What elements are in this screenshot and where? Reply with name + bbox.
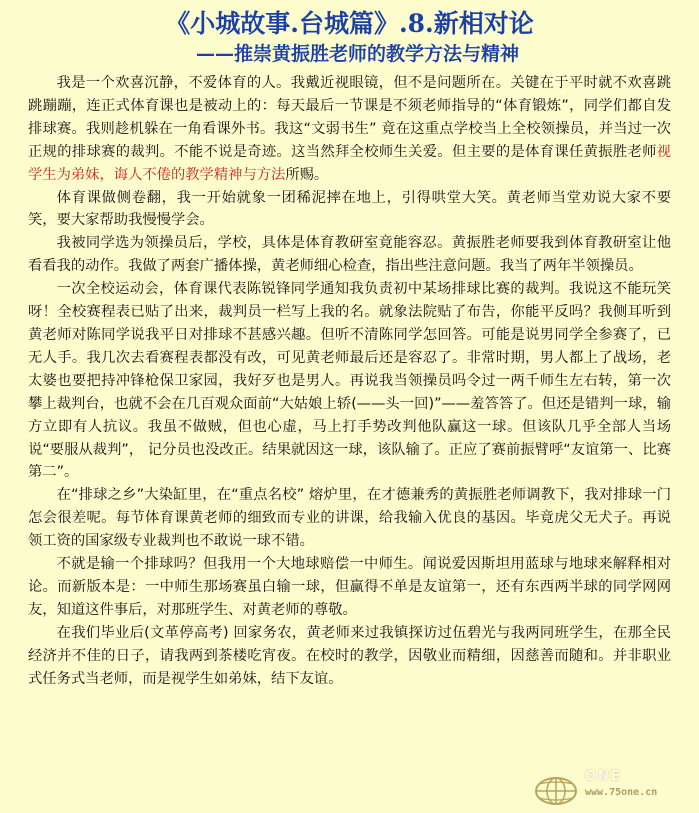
paragraph-6: 不就是输一个排球吗？但我用一个大地球赔偿一中师生。闻说爱因斯坦用蓝球与地球来解释相对论。而新版本是：一中师生那场赛虽白输一球，但赢得不单是友谊第一，还有东西两半球的同学网网友，知道这件事后，对那班学生、对黄老师的尊敬。 (28, 556, 671, 618)
paragraph-7: 在我们毕业后(文革停高考) 回家务农，黄老师来过我镇探访过伍碧光与我两同班学生，在那全民经济并不佳的日子，请我两到茶楼吃宵夜。在校时的教学，因敬业而精细，因慈善而随和。并非职业式任务式当老师，而是视学生如弟妹，结下友谊。 (28, 624, 671, 687)
site-watermark (531, 763, 691, 809)
highlighted-phrase: 视学生为弟妹，诲人不倦的教学精神与方法 (28, 143, 671, 183)
globe-icon (531, 771, 581, 807)
paragraph-1 (28, 72, 671, 187)
watermark-brand: ONE (585, 769, 622, 784)
paragraph-5: 在“排球之乡”大染缸里，在“重点名校” 熔炉里，在才德兼秀的黄振胜老师调教下，我对排球一门怎会很差呢。每节体育课黄老师的细致而专业的讲课，给我输入优良的基因。毕竟虎父无犬子。再说领工资的国家级专业裁判也不敢说一球不错。 (28, 487, 671, 550)
watermark-url: www.75one.cn (585, 787, 658, 798)
article-title: 《小城故事.台城篇》.8.新相对论 (165, 9, 534, 38)
paragraph-1-text: 我是一个欢喜沉静，不爱体育的人。我戴近视眼镜，但不是问题所在。关键在于平时就不欢喜跳跳蹦蹦，连正式体育课也是被动上的：每天最后一节课是不须老师指导的“体育锻炼”，同学们都自发排球赛。我则趁机躲在一角看课外书。我这“文弱书生” 竟在这重点学校当上全校领操员，并当过一次正规的排球赛的裁判。不能不说是奇迹。这当然拜全校师生关爱。但主要的是体育课任黄振胜老师 (28, 75, 671, 160)
paragraph-3: 我被同学选为领操员后，学校，具体是体育教研室竟能容忍。黄振胜老师要我到体育教研室让他看看我的动作。我做了两套广播体操，黄老师细心检查，指出些注意问题。我当了两年半领操员。 (28, 235, 671, 275)
article-subtitle: ——推崇黄振胜老师的教学方法与精神 (196, 43, 520, 65)
paragraph-4: 一次全校运动会，体育课代表陈锐锋同学通知我负责初中某场排球比赛的裁判。我说这不能玩笑呀！全校赛程表已贴了出来，裁判员一栏写上我的名。就象法院贴了布告，你能平反吗？我侧耳听到黄老师对陈同学说我平日对排球不甚感兴趣。但听不清陈同学怎回答。可能是说男同学全参赛了，已无人手。我几次去看赛程表都没有改，可见黄老师最后还是容忍了。非常时期，男人都上了战场，老太婆也要把持冲锋枪保卫家园，我好歹也是男人。再说我当领操员吗令过一两千师生左右转，第一次攀上裁判台，也就不会在几百观众面前“大姑娘上轿(——头一回)”——羞答答了。但还是错判一球，输方立即有人抗议。我虽不做贼，但也心虚，马上打手势改判他队赢这一球。但该队几乎全部人当场说“要服从裁判”， 记分员也没改正。结果就因这一球，该队输了。正应了赛前振臂呼“友谊第一、比赛第二”。 (28, 281, 671, 481)
article-body (28, 72, 671, 690)
paragraph-1-end: 所赐。 (285, 166, 329, 183)
paragraph-2: 体育课做侧卷翻，我一开始就象一团稀泥摔在地上，引得哄堂大笑。黄老师当堂劝说大家不要笑，要大家帮助我慢慢学会。 (28, 189, 671, 229)
